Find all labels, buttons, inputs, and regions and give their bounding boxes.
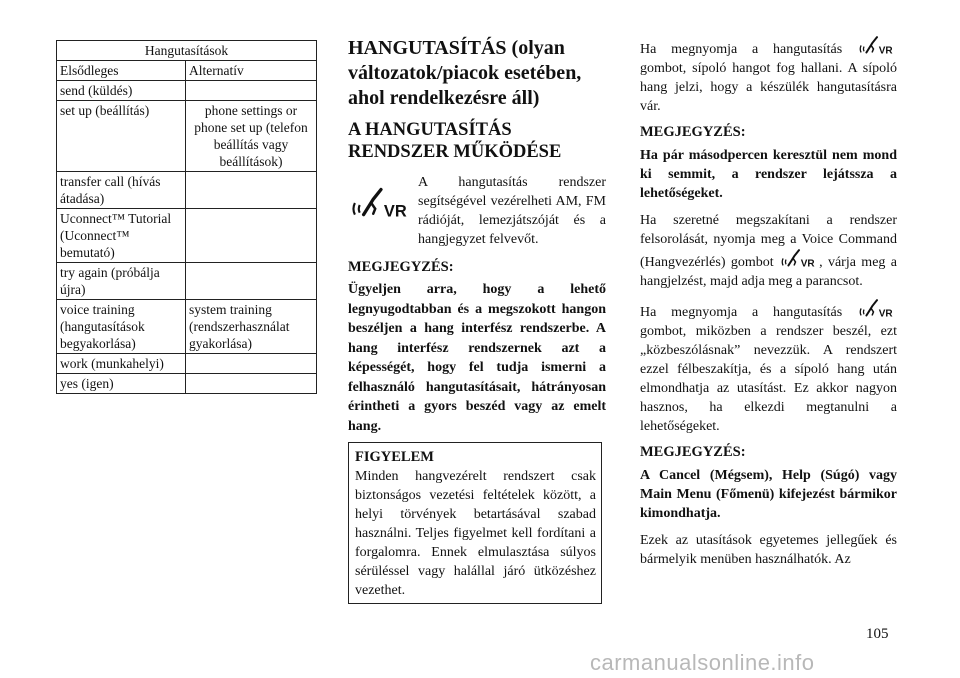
table-row <box>57 101 317 172</box>
table-cell-primary: send (küldés) <box>57 81 186 101</box>
paragraph: Ezek az utasítások egyetemes jellegűek és bármelyik menüben használhatók. Az <box>640 533 897 567</box>
paragraph-text: gombot, sípoló hangot fog hallani. A sípoló hang jelzi, hogy a készülék hangutasításra vár. <box>640 61 897 114</box>
paragraph-text: Ha megnyomja a hangutasítás <box>640 305 843 320</box>
table-cell-alternative <box>186 209 317 263</box>
table-cell-primary: set up (beállítás) <box>57 101 186 172</box>
table-row <box>57 263 317 300</box>
table-cell-primary: Uconnect™ Tutorial (Uconnect™ bemutató) <box>57 209 186 263</box>
paragraph-text: Ha megnyomja a hangutasítás <box>640 42 843 57</box>
paragraph-text: Ha szeretné megszakítani a rendszer felsorolását, nyomja meg a Voice Command (Hangvezérlés) gombot <box>640 213 897 270</box>
table-title: Hangutasítások <box>57 41 317 61</box>
table-cell-alternative <box>186 172 317 209</box>
table-cell-alternative <box>186 263 317 300</box>
table-cell-primary: voice training (hangutasítások begyakorlása) <box>57 300 186 354</box>
table-cell-alternative: system training (rendszerhasználat gyakorlása) <box>186 300 317 354</box>
warning-text: Minden hangvezérelt rendszert csak biztonságos vezetési feltételek között, a helyi törvények betartásával szabad használni. Teljes figyelmet kell fordítani a forgalomra. Ennek elmulasztása súlyos sérüléssel vagy halállal járó ütközéshez vezethet. <box>355 469 596 598</box>
note-heading: MEGJEGYZÉS: <box>640 124 746 140</box>
section-heading: HANGUTASÍTÁS (olyan változatok/piacok esetében, ahol rendelkezésre áll) <box>348 37 582 109</box>
table-cell-alternative <box>186 81 317 101</box>
right-column <box>640 36 897 577</box>
paragraph <box>640 211 897 291</box>
table-cell-primary: yes (igen) <box>57 374 186 394</box>
table-cell-primary: try again (próbálja újra) <box>57 263 186 300</box>
table-row <box>57 374 317 394</box>
voice-commands-table <box>56 40 317 394</box>
column-header-primary: Elsődleges <box>57 61 186 81</box>
middle-column <box>348 36 606 436</box>
table-cell-primary: work (munkahelyi) <box>57 354 186 374</box>
intro-paragraph: A hangutasítás rendszer segítségével vezérelheti AM, FM rádióját, lemezjátszóját és a hangjegyzet felvevőt. <box>418 175 606 247</box>
table-cell-alternative: phone settings or phone set up (telefon beállítás vagy beállítások) <box>186 101 317 172</box>
warning-box <box>348 442 602 604</box>
note-heading: MEGJEGYZÉS: <box>640 444 746 460</box>
watermark: carmanualsonline.info <box>590 650 815 675</box>
table-cell-alternative <box>186 354 317 374</box>
table-row <box>57 300 317 354</box>
note-text: A Cancel (Mégsem), Help (Súgó) vagy Main Menu (Főmenü) kifejezést bármikor kimondhatja. <box>640 468 897 521</box>
table-row <box>57 81 317 101</box>
voice-command-vr-icon <box>781 249 817 269</box>
voice-command-vr-icon <box>859 36 895 56</box>
note-text: Ügyeljen arra, hogy a lehető legnyugodtabban és a megszokott hangon beszéljen a hang interfész rendszerbe. A hang interfész rendszernek azt a képességét, hogy fel tudja ismerni a felhasználó hangutasításait, hátrányosan érintheti a gyors beszéd vagy az emelt hang. <box>348 282 606 434</box>
paragraph-text: , várja meg a hangjelzést, majd adja meg a parancsot. <box>640 255 898 289</box>
note-text: Ha pár másodpercen keresztül nem mond ki semmit, a rendszer lejátssza a lehetőségeket. <box>640 148 897 201</box>
table-row <box>57 354 317 374</box>
table-row <box>57 209 317 263</box>
voice-command-vr-icon <box>859 299 895 319</box>
note-heading: MEGJEGYZÉS: <box>348 259 454 275</box>
intro-block <box>348 173 606 253</box>
column-header-alternative: Alternatív <box>186 61 317 81</box>
paragraph <box>640 299 897 436</box>
table-cell-primary: transfer call (hívás átadása) <box>57 172 186 209</box>
subsection-heading: A HANGUTASÍTÁS RENDSZER MŰKÖDÉSE <box>348 120 562 162</box>
table-cell-alternative <box>186 374 317 394</box>
paragraph <box>640 36 897 116</box>
voice-command-vr-icon <box>352 187 410 221</box>
page-number: 105 <box>866 626 889 642</box>
table-row <box>57 172 317 209</box>
paragraph-text: gombot, miközben a rendszer beszél, ezt „közbeszólásnak” nevezzük. A rendszert ezzel félbeszakítja, és a sípoló hang után elmondhatja az utasítást. Ez akkor nagyon hasznos, ha elkezdi megtanulni a lehetőségeket. <box>640 324 897 434</box>
warning-heading: FIGYELEM <box>355 449 434 465</box>
